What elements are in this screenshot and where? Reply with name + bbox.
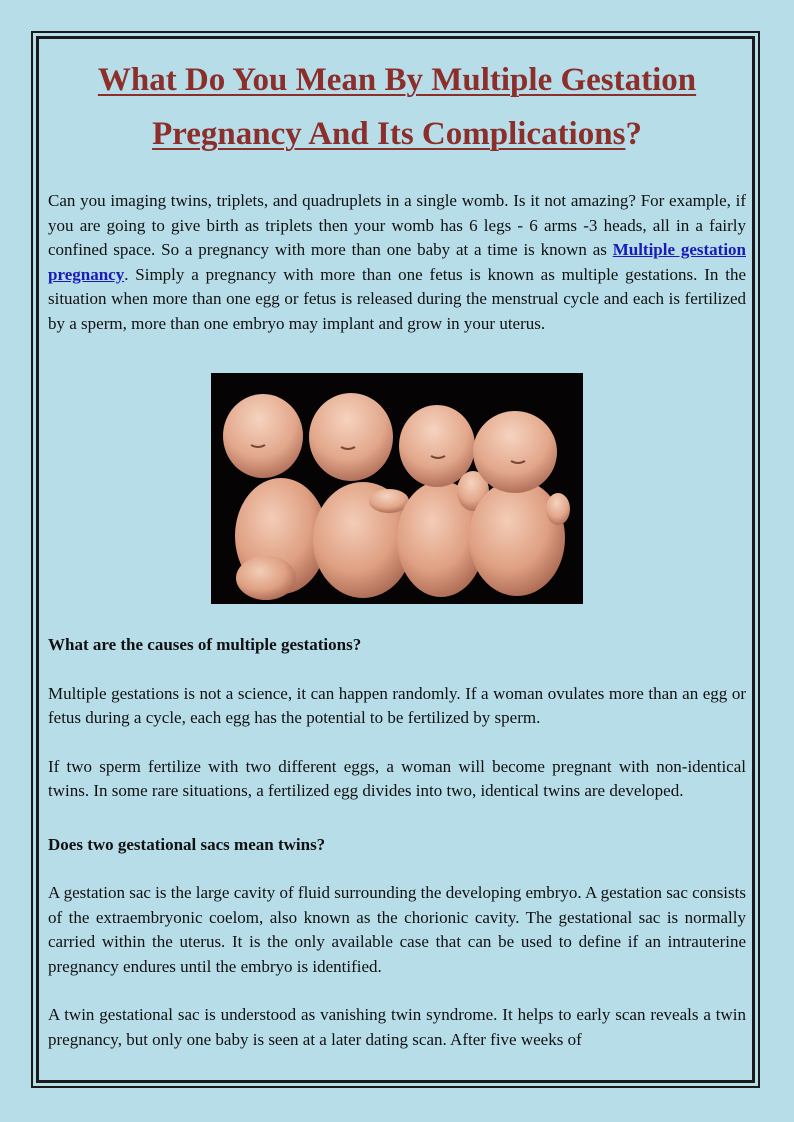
intro-text-end: . Simply a pregnancy with more than one fetus is known as multiple gestations. In the situation when more than one egg or fetus is released during the menstrual cycle and each is fertilized by a sperm, more than one embryo may implant and grow in your uterus. [48,264,746,333]
gestational-sacs-paragraph-2: A twin gestational sac is understood as vanishing twin syndrome. It helps to early scan reveals a twin pregnancy, but only one baby is seen at a later dating scan. After five weeks of [48,1005,746,1049]
gestational-sacs-paragraph-1: A gestation sac is the large cavity of fluid surrounding the developing embryo. A gestation sac consists of the extraembryonic coelom, also known as the chorionic cavity. The gestational sac is normally carried within the uterus. It is the only available case that can be used to define if an intrauterine pregnancy endures until the embryo is identified. [48,883,746,976]
gestational-sacs-heading: Does two gestational sacs mean twins? [48,834,326,854]
causes-paragraph-1: Multiple gestations is not a science, it can happen randomly. If a woman ovulates more than an egg or fetus during a cycle, each egg has the potential to be fertilized by sperm. [48,683,746,727]
multiple-gestation-link[interactable]: Multiple gestation pregnancy [48,240,746,284]
article [48,48,746,1052]
causes-heading: What are the causes of multiple gestations? [48,635,362,654]
article-title [48,48,746,161]
title-question-mark: ? [625,116,642,152]
intro-text-start: Can you imaging twins, triplets, and quadruplets in a single womb. Is it not amazing? For example, if you are going to give birth as triplets then your womb has 6 legs - 6 arms -3 heads, all in a fairly confined space. So a pregnancy with more than one baby at a time is known as [48,191,746,259]
causes-paragraph-2: If two sperm fertilize with two different eggs, a woman will become pregnant with non-identical twins. In some rare situations, a fertilized egg divides into two, identical twins are developed. [48,756,746,800]
quadruplet-babies-photo [211,373,583,604]
intro-paragraph [48,189,746,336]
title-line-1: What Do You Mean By Multiple Gestation [97,62,697,98]
title-line-2: Pregnancy And Its Complications [152,116,626,152]
